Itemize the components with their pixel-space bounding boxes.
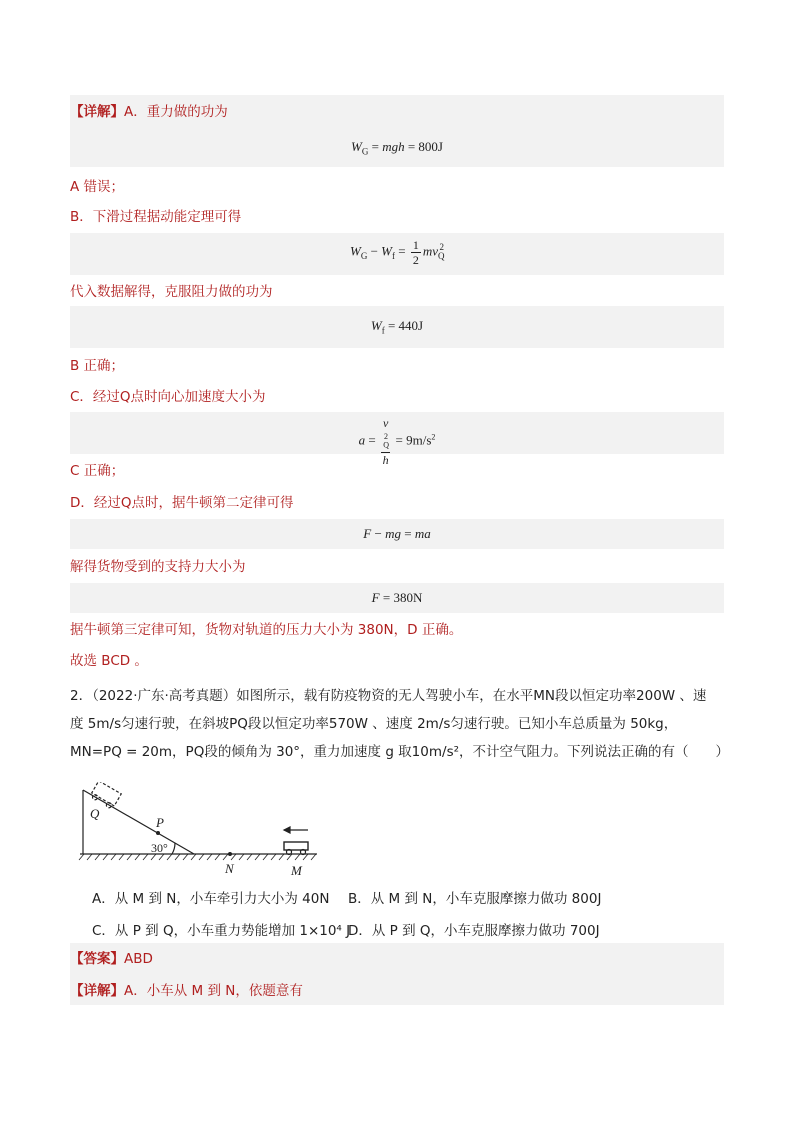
verdict-b: B 正确； [70,358,125,374]
label-p: P [156,815,164,830]
option-c[interactable]: C．从 P 到 Q，小车重力势能增加 1×10⁴ J [92,923,351,939]
answer-tag: 【答案】 [70,951,124,967]
detail-tag: 【详解】 [70,104,124,120]
detail-d-conclusion: 据牛顿第三定律可知，货物对轨道的压力大小为 380N，D 正确。 [70,622,463,638]
point-n-dot [228,852,232,856]
equation-newton-second: F − mg = ma [363,526,431,541]
point-p-dot [156,831,160,835]
verdict-a: A 错误； [70,179,125,195]
label-n: N [225,861,234,876]
answer-detail-text: A．小车从 M 到 N，依题意有 [124,983,303,999]
label-m: M [291,863,302,878]
ground-hatch [79,854,316,860]
option-d[interactable]: D．从 P 到 Q，小车克服摩擦力做功 700J [348,923,600,939]
option-a[interactable]: A．从 M 到 N，小车牵引力大小为 40N [92,891,330,907]
label-angle: 30° [151,841,168,855]
detail-d-text: D．经过Q点时，据牛顿第二定律可得 [70,495,294,511]
detail-a-text: A．重力做的功为 [124,104,228,120]
angle-arc [172,843,175,854]
answer-value: ABD [124,951,153,967]
detail-b-text: B．下滑过程据动能定理可得 [70,209,242,225]
question-2-line1: 2．（2022·广东·高考真题）如图所示，载有防疫物资的无人驾驶小车，在水平MN段以恒定功率200W 、速 [70,688,707,704]
option-b[interactable]: B．从 M 到 N，小车克服摩擦力做功 800J [348,891,602,907]
question-2-stem [70,682,730,766]
answer-detail-line [70,982,303,1000]
arrow-head-icon [284,827,290,833]
answer-line [70,950,153,968]
detail-a-line [70,103,228,121]
equation-work-gravity: $W_G$ = mgh = 800J [351,139,443,157]
equation-kinetic-energy: $W_G - W_f$ = $\frac{1}{2}$ $mv_Q^2$ [349,238,445,267]
question-2-line3: MN=PQ = 20m，PQ段的倾角为 30°，重力加速度 g 取10m/s²，不计空气阻力。下列说法正确的有（ ） [70,744,730,760]
detail-d-mid: 解得货物受到的支持力大小为 [70,559,246,575]
incline-slope [83,790,194,854]
answer-detail-tag: 【详解】 [70,983,124,999]
question-2-line2: 度 5m/s匀速行驶，在斜坡PQ段以恒定功率570W 、速度 2m/s匀速行驶。已知小车总质量为 50kg， [70,716,678,732]
equation-friction-work: $W_f = 440J$ [370,318,424,336]
detail-c-text: C．经过Q点时向心加速度大小为 [70,389,266,405]
equation-support-force: F = 380N [371,590,423,605]
verdict-c: C 正确； [70,463,125,479]
label-q: Q [90,806,100,821]
equation-centripetal: a = v $_Q^2$ h = $9m/s^2$ [358,416,436,468]
final-choice: 故选 BCD 。 [70,653,148,669]
cart-icon [284,842,308,855]
incline-figure [72,782,322,880]
detail-b-mid: 代入数据解得，克服阻力做的功为 [70,284,273,300]
